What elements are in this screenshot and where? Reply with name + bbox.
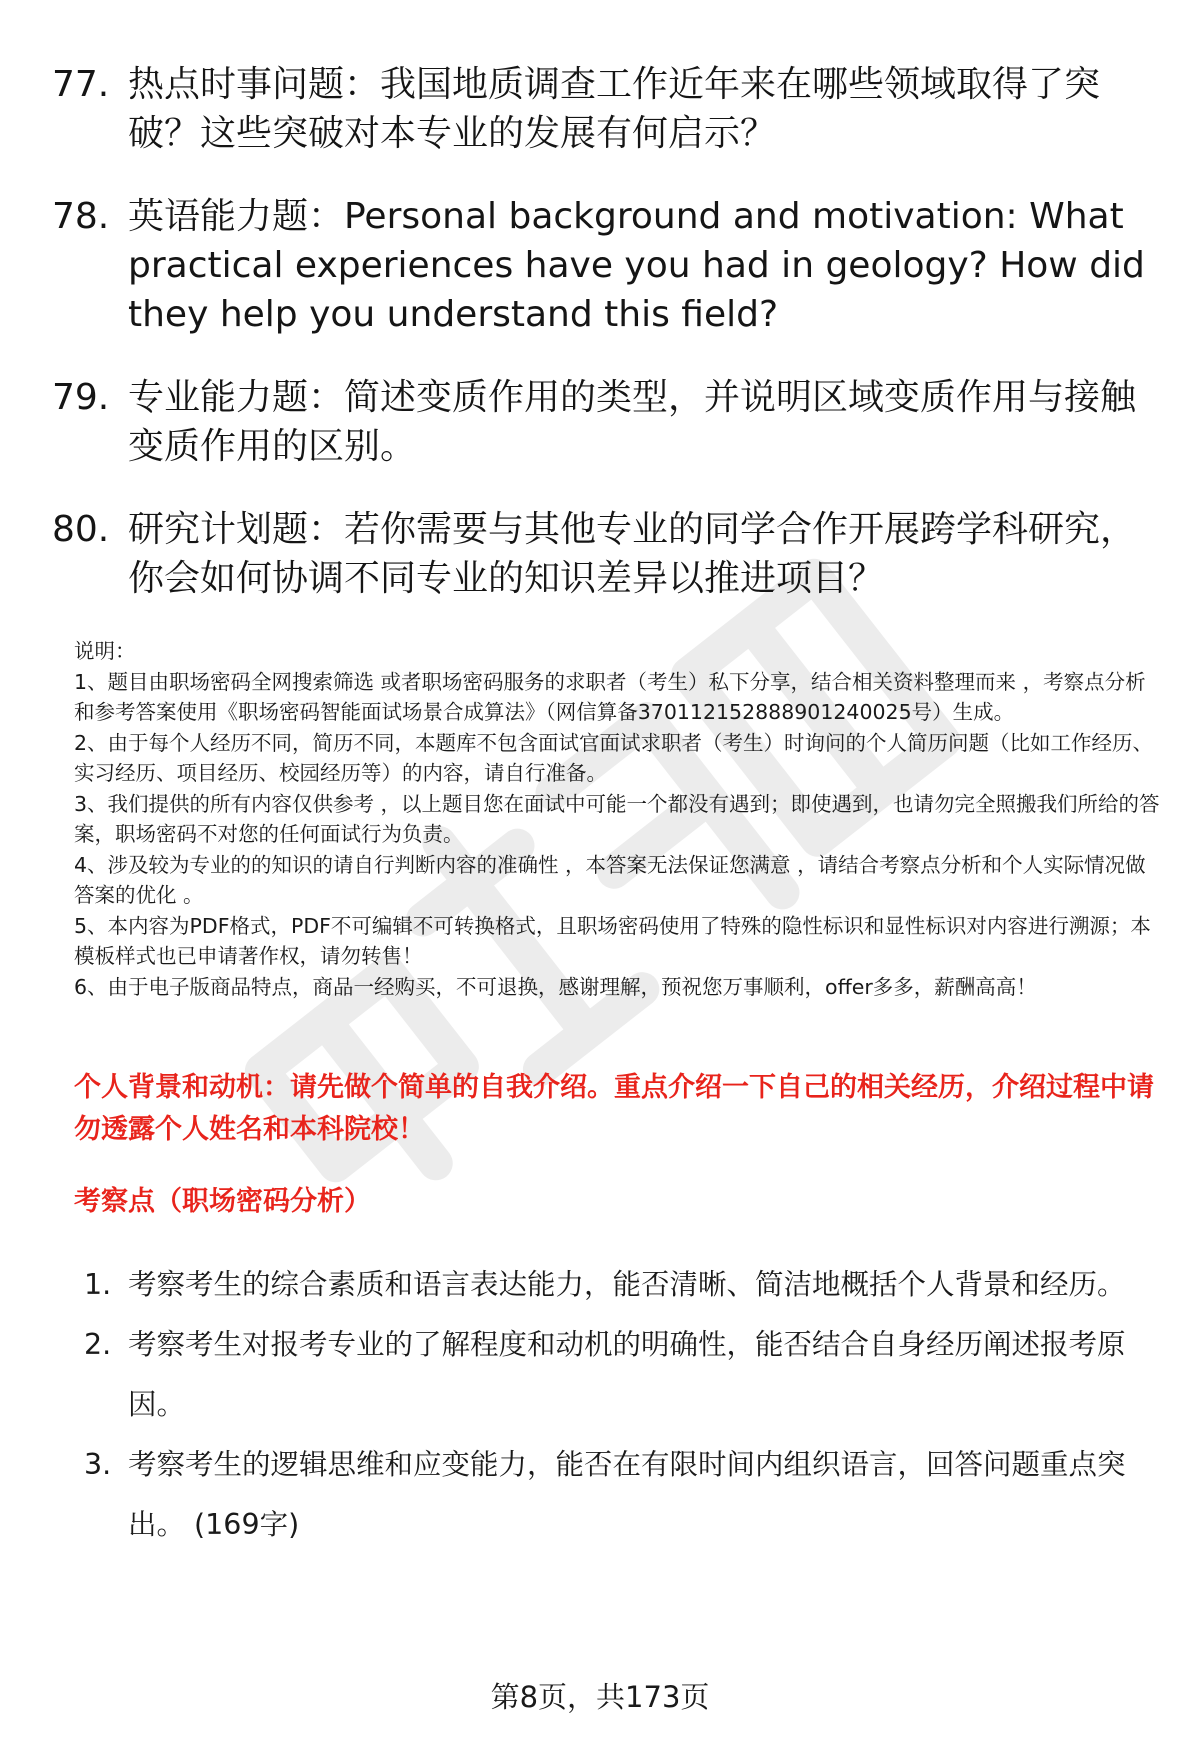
- page-footer: 第8页，共173页: [490, 1680, 710, 1714]
- analysis-subheading: 考察点（职场密码分析）: [74, 1186, 371, 1217]
- point-number: 3.: [84, 1448, 112, 1481]
- point-number: 2.: [84, 1328, 112, 1361]
- question-item: [52, 192, 1152, 339]
- question-text: 专业能力题：简述变质作用的类型，并说明区域变质作用与接触变质作用的区别。: [128, 377, 1137, 467]
- notes-item: 4、涉及较为专业的的知识的请自行判断内容的准确性 ，本答案无法保证您满意 ，请结合考察点分析和个人实际情况做答案的优化 。: [74, 852, 1146, 907]
- question-text: 英语能力题：Personal background and motivation: What practical experiences have you had in geology? How did they help you understand this field?: [128, 196, 1145, 335]
- question-text: 热点时事问题：我国地质调查工作近年来在哪些领域取得了突破？这些突破对本专业的发展有何启示？: [128, 64, 1101, 154]
- point-number: 1.: [84, 1268, 112, 1301]
- question-number: 77.: [52, 64, 110, 105]
- question-number: 80.: [52, 509, 110, 550]
- question-list: [52, 60, 1152, 637]
- notes-section: [74, 636, 1160, 1002]
- analysis-point: [84, 1315, 1160, 1435]
- question-number: 78.: [52, 196, 110, 237]
- notes-item: 6、由于电子版商品特点，商品一经购买，不可退换，感谢理解，预祝您万事顺利，offer多多，薪酬高高！: [74, 974, 1037, 999]
- analysis-point: [84, 1255, 1160, 1315]
- question-number: 79.: [52, 377, 110, 418]
- notes-item: 1、题目由职场密码全网搜索筛选 或者职场密码服务的求职者（考生）私下分享，结合相关资料整理而来 ，考察点分析和参考答案使用《职场密码智能面试场景合成算法》（网信算备370112152888901240025号）生成。: [74, 669, 1146, 724]
- analysis-points: [84, 1255, 1160, 1555]
- section-heading: 个人背景和动机：请先做个简单的自我介绍。重点介绍一下自己的相关经历，介绍过程中请勿透露个人姓名和本科院校！: [74, 1072, 1154, 1145]
- question-item: [52, 373, 1152, 471]
- notes-item: 5、本内容为PDF格式，PDF不可编辑不可转换格式，且职场密码使用了特殊的隐性标识和显性标识对内容进行溯源；本模板样式也已申请著作权，请勿转售！: [74, 913, 1151, 968]
- question-item: [52, 505, 1152, 603]
- point-text: 考察考生的逻辑思维和应变能力，能否在有限时间内组织语言，回答问题重点突出。 (169字): [128, 1448, 1126, 1541]
- notes-item: 2、由于每个人经历不同，简历不同，本题库不包含面试官面试求职者（考生）时询问的个人简历问题（比如工作经历、实习经历、项目经历、校园经历等）的内容，请自行准备。: [74, 730, 1154, 785]
- point-text: 考察考生对报考专业的了解程度和动机的明确性，能否结合自身经历阐述报考原因。: [128, 1328, 1126, 1421]
- notes-item: 3、我们提供的所有内容仅供参考 ，以上题目您在面试中可能一个都没有遇到；即使遇到，也请勿完全照搬我们所给的答案，职场密码不对您的任何面试行为负责。: [74, 791, 1160, 846]
- question-text: 研究计划题：若你需要与其他专业的同学合作开展跨学科研究，你会如何协调不同专业的知识差异以推进项目？: [128, 509, 1137, 599]
- analysis-point: [84, 1435, 1160, 1555]
- notes-title: 说明：: [74, 639, 136, 663]
- question-item: [52, 60, 1152, 158]
- point-text: 考察考生的综合素质和语言表达能力，能否清晰、简洁地概括个人背景和经历。: [128, 1268, 1126, 1301]
